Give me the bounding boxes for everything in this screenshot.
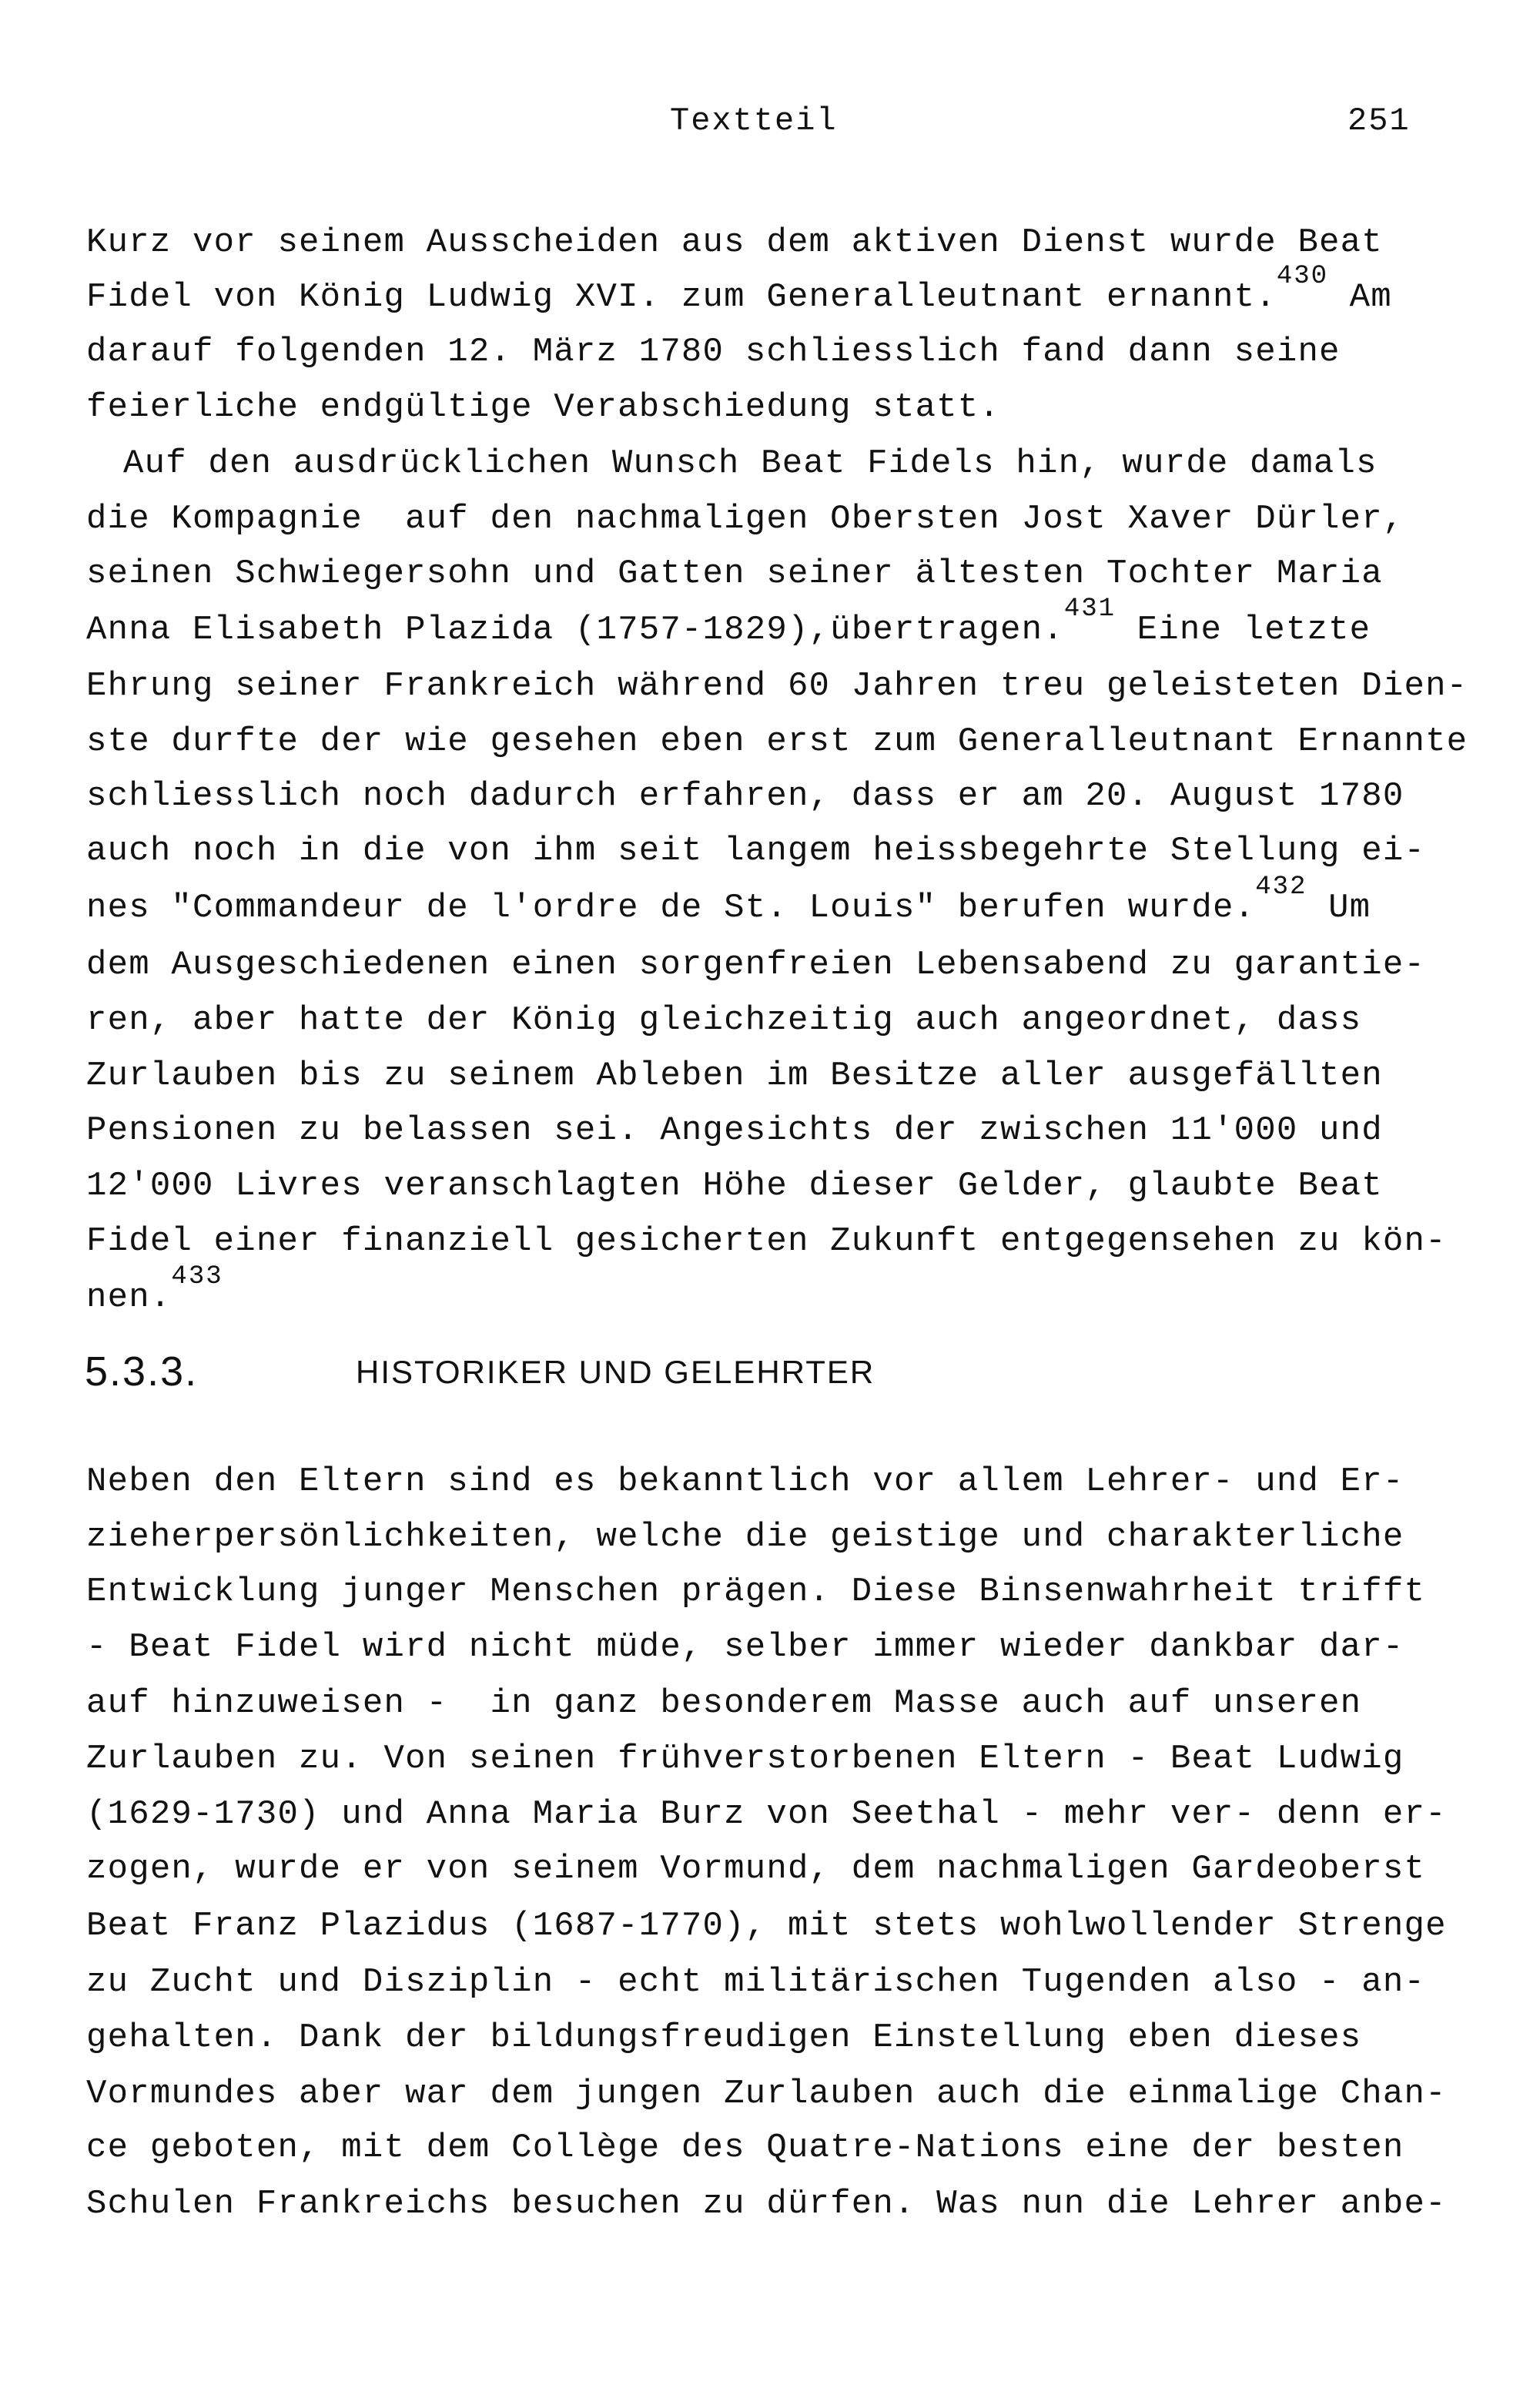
- section-title: HISTORIKER UND GELEHRTER: [356, 1354, 875, 1390]
- text-line: Ehrung seiner Frankreich während 60 Jahren treu geleisteten Dien-: [86, 667, 1468, 705]
- text-line: feierliche endgültige Verabschiedung statt.: [86, 388, 1000, 427]
- text-line: [86, 873, 1371, 927]
- text-line: Zurlauben zu. Von seinen frühverstorbenen Eltern - Beat Ludwig: [86, 1740, 1404, 1778]
- text-line: 12'000 Livres veranschlagten Höhe dieser Gelder, glaubte Beat: [86, 1167, 1383, 1205]
- text-line: ce geboten, mit dem Collège des Quatre-Nations eine der besten: [86, 2129, 1404, 2167]
- text-line: Beat Franz Plazidus (1687-1770), mit stets wohlwollender Strenge: [86, 1907, 1447, 1945]
- text-line: Pensionen zu belassen sei. Angesichts der zwischen 11'000 und: [86, 1111, 1383, 1150]
- text-line: Auf den ausdrücklichen Wunsch Beat Fidels hin, wurde damals: [123, 444, 1378, 483]
- line-text: nes "Commandeur de l'ordre de St. Louis" berufen wurde.: [86, 889, 1256, 927]
- text-line: gehalten. Dank der bildungsfreudigen Einstellung eben dieses: [86, 2018, 1362, 2057]
- text-line: dem Ausgeschiedenen einen sorgenfreien Lebensabend zu garantie-: [86, 946, 1426, 984]
- page-number: 251: [1348, 102, 1411, 139]
- line-text: Am: [1328, 278, 1392, 317]
- footnote-ref-433: 433: [171, 1262, 223, 1291]
- text-line: - Beat Fidel wird nicht müde, selber immer wieder dankbar dar-: [86, 1628, 1404, 1666]
- text-line: Entwicklung junger Menschen prägen. Diese Binsenwahrheit trifft: [86, 1573, 1426, 1611]
- text-line: darauf folgenden 12. März 1780 schliesslich fand dann seine: [86, 333, 1341, 371]
- text-line: schliesslich noch dadurch erfahren, dass er am 20. August 1780: [86, 777, 1404, 816]
- text-line: Fidel einer finanziell gesicherten Zukunft entgegensehen zu kön-: [86, 1222, 1447, 1261]
- text-line: [86, 1262, 223, 1317]
- text-line: seinen Schwiegersohn und Gatten seiner ältesten Tochter Maria: [86, 554, 1383, 593]
- section-number: 5.3.3.: [85, 1348, 199, 1395]
- line-text: nen.: [86, 1278, 172, 1317]
- text-line: Kurz vor seinem Ausscheiden aus dem aktiven Dienst wurde Beat: [86, 223, 1383, 262]
- text-line: ren, aber hatte der König gleichzeitig auch angeordnet, dass: [86, 1001, 1362, 1040]
- footnote-ref-431: 431: [1063, 595, 1116, 624]
- text-line: auf hinzuweisen - in ganz besonderem Masse auch auf unseren: [86, 1684, 1362, 1723]
- text-line: zieherpersönlichkeiten, welche die geistige und charakterliche: [86, 1518, 1404, 1556]
- line-text: Eine letzte: [1116, 611, 1371, 649]
- text-line: (1629-1730) und Anna Maria Burz von Seethal - mehr ver- denn er-: [86, 1795, 1447, 1834]
- text-line: Neben den Eltern sind es bekanntlich vor allem Lehrer- und Er-: [86, 1462, 1404, 1501]
- text-line: [86, 595, 1371, 649]
- text-line: Zurlauben bis zu seinem Ableben im Besitze aller ausgefällten: [86, 1057, 1383, 1095]
- text-line: Vormundes aber war dem jungen Zurlauben auch die einmalige Chan-: [86, 2075, 1447, 2113]
- running-title: Textteil: [670, 102, 838, 139]
- line-text: Anna Elisabeth Plazida (1757-1829),übertragen.: [86, 611, 1064, 649]
- text-line: [86, 262, 1392, 317]
- text-line: die Kompagnie auf den nachmaligen Obersten Jost Xaver Dürler,: [86, 500, 1404, 538]
- text-line: Schulen Frankreichs besuchen zu dürfen. Was nun die Lehrer anbe-: [86, 2185, 1447, 2223]
- text-line: auch noch in die von ihm seit langem heissbegehrte Stellung ei-: [86, 832, 1426, 870]
- text-line: zu Zucht und Disziplin - echt militärischen Tugenden also - an-: [86, 1963, 1426, 2001]
- line-text: Fidel von König Ludwig XVI. zum Generalleutnant ernannt.: [86, 278, 1277, 317]
- footnote-ref-430: 430: [1276, 262, 1329, 291]
- text-line: ste durfte der wie gesehen eben erst zum Generalleutnant Ernannte: [86, 722, 1468, 761]
- text-line: zogen, wurde er von seinem Vormund, dem nachmaligen Gardeoberst: [86, 1850, 1426, 1888]
- footnote-ref-432: 432: [1255, 873, 1307, 902]
- line-text: Um: [1307, 889, 1371, 927]
